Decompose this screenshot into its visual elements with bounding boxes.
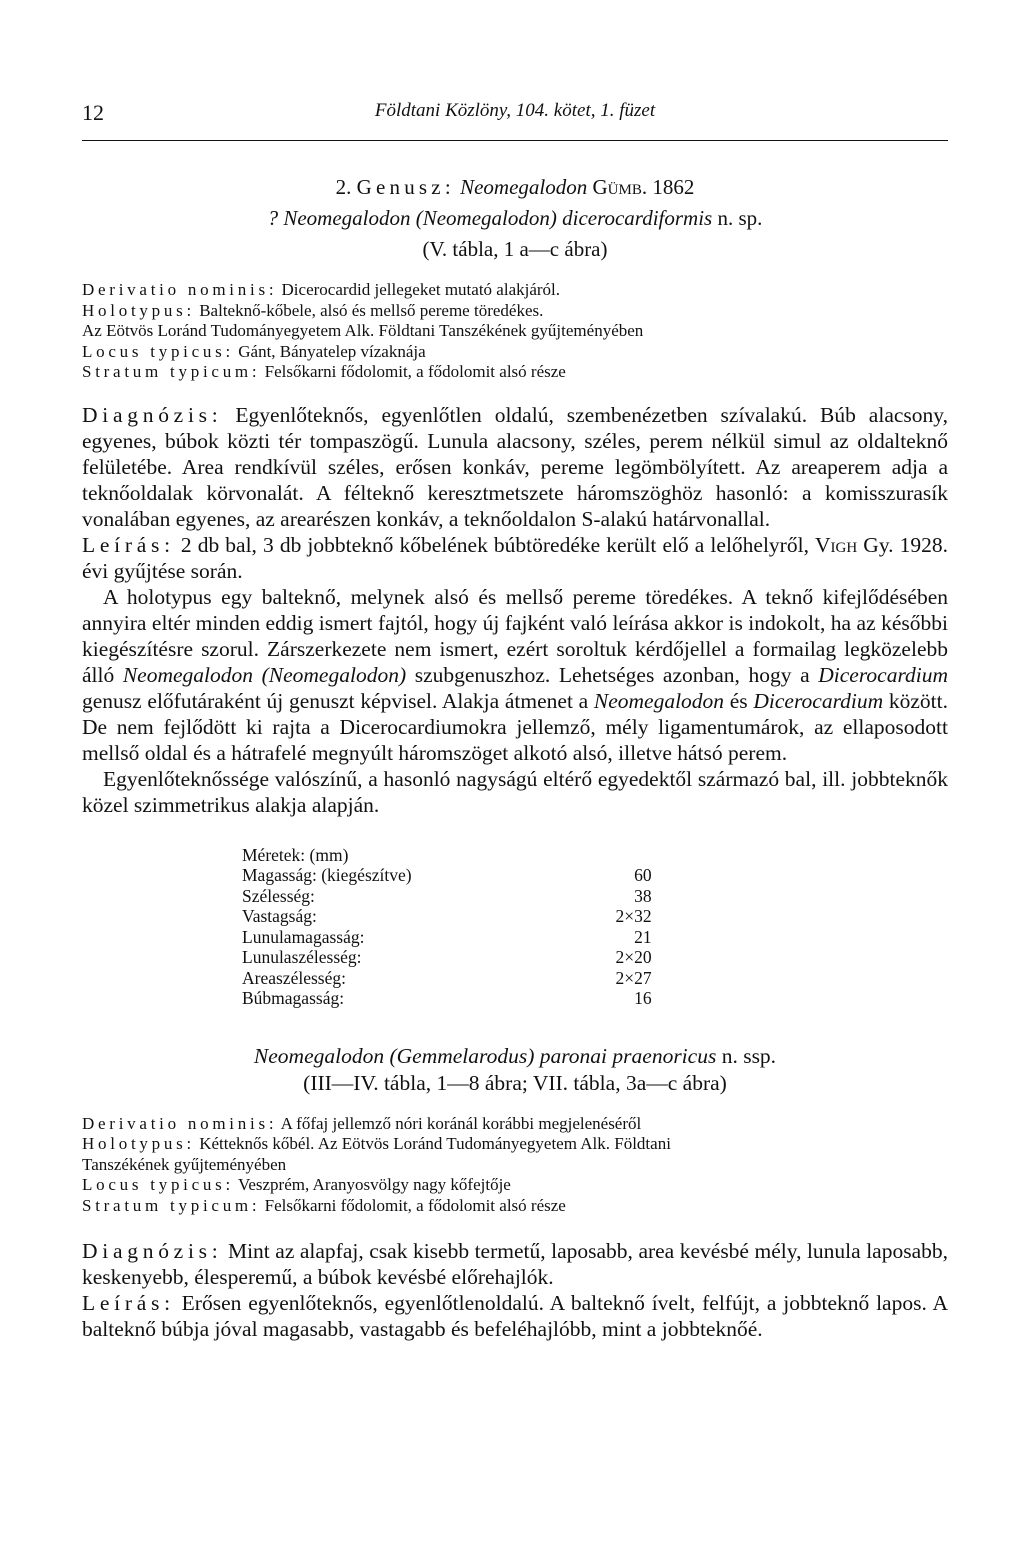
measurements-heading: Méretek: (mm) [242, 844, 349, 865]
holotype-paragraph: A holotypus egy balteknő, melynek alsó és mellső pereme töredékes. A teknő kifejlődésében annyira eltér minden eddig ismert fajtól, hogy új fajként való leírása akkor is indokolt, ha az későbbi kiegészítésre szorul. Zárszerkezete nem ismert, ezért soroltuk kérdőjellel a formailag legközelebb álló Neomegalodon (Neomegalodon) szubgenuszhoz. Lehetséges azonban, hogy a Dicerocardium genusz előfutáraként új genuszt képvisel. Alakja átmenet a Neomegalodon és Dicerocardium között. De nem fejlődött ki rajta a Dicerocardiumokra jellemző, mély ligamentumárok, az ellaposodott mellső oldal és a hátrafelé megnyúlt háromszöget alkotó alsó, illetve hátsó perem. [82, 584, 949, 765]
table-row: Vastagság: 2×32 [242, 906, 652, 926]
running-title: Földtani Közlöny, 104. kötet, 1. füzet [374, 100, 656, 121]
diagnosis-paragraph: Diagnózis: Egyenlőteknős, egyenlőtlen oldalú, szembenézetben szívalakú. Búb alacsony, egyenes, búbok közti tér tompaszögű. Lunula alacsony, széles, perem nélkül simul az oldalteknő felületébe. Area rendkívül széles, erősen konkáv, pereme legömbölyített. Az areaperem adja a teknőoldalak körvonalát. A félteknő keresztmetszete háromszöghöz hasonló: a komisszurasík vonalában egyenes, az arearészen konkáv, a teknőoldalon S-alakú határvonallal. [82, 402, 948, 531]
symmetry-paragraph: Egyenlőteknőssége valószínű, a hasonló nagyságú eltérő egyedektől származó bal, ill. jobbteknők közel szimmetrikus alakja alapján. [82, 766, 948, 817]
measurements-table [242, 845, 652, 1009]
table-row: Areaszélesség: 2×27 [242, 967, 652, 988]
subspecies-heading [82, 1043, 948, 1097]
species-plate-ref: (V. tábla, 1 a—c ábra) [422, 237, 608, 261]
page-number: 12 [82, 100, 104, 125]
locus-line: Locus typicus: Veszprém, Aranyosvölgy nagy kőfejtője [82, 1175, 511, 1194]
subspecies-plate-ref: (III—IV. tábla, 1—8 ábra; VII. tábla, 3a—c ábra) [303, 1070, 727, 1095]
table-row: Lunulaszélesség: 2×20 [242, 947, 652, 967]
subspecies-metadata [82, 1114, 948, 1217]
holotypus-line: Holotypus: Kétteknős kőbél. Az Eötvös Loránd Tudományegyetem Alk. Földtani [82, 1134, 671, 1153]
description-paragraph: Leírás: 2 db bal, 3 db jobbteknő kőbelének búbtöredéke került elő a lelőhelyről, Vigh Gy. 1928. évi gyűjtése során. [82, 532, 949, 583]
description-paragraph: Leírás: Erősen egyenlőteknős, egyenlőtlenoldalú. A balteknő ívelt, felfújt, a jobbteknő lapos. A balteknő búbja jóval magasabb, vastagabb és befeléhajlóbb, mint a jobbteknőé. [82, 1291, 949, 1341]
genus-heading [82, 172, 948, 265]
derivatio-line: Derivatio nominis: Dicerocardid jellegeket mutató alakjáról. [82, 280, 561, 299]
holotypus-line: Holotypus: Balteknő-kőbele, alsó és mellső pereme töredékes. [82, 300, 544, 320]
table-row: Búbmagasság: 16 [242, 988, 652, 1008]
table-row: Magasság: (kiegészítve) 60 [242, 865, 652, 885]
stratum-line: Stratum typicum: Felsőkarni fődolomit, a fődolomit alsó része [82, 1195, 566, 1215]
derivatio-line: Derivatio nominis: A főfaj jellemző nóri koránál korábbi megjelenéséről [82, 1113, 642, 1133]
species-metadata [82, 280, 948, 383]
species-title-line: ? Neomegalodon (Neomegalodon) dicerocardiformis n. sp. [267, 206, 763, 230]
stratum-line: Stratum typicum: Felsőkarni fődolomit, a fődolomit alsó része [82, 362, 566, 381]
subspecies-title-line: Neomegalodon (Gemmelarodus) paronai praenoricus n. ssp. [253, 1043, 777, 1068]
body-section-2 [82, 1238, 948, 1342]
page [82, 100, 948, 1342]
locus-line: Locus typicus: Gánt, Bányatelep vízaknája [82, 341, 426, 361]
table-row: Szélesség: 38 [242, 885, 652, 906]
body-section-1 [82, 402, 948, 818]
genus-title-line: 2. Genusz: Neomegalodon Gümb. 1862 [335, 175, 695, 199]
diagnosis-paragraph: Diagnózis: Mint az alapfaj, csak kisebb termetű, laposabb, area kevésbé mély, lunula laposabb, keskenyebb, élesperemű, a búbok kevésbé előrehajlók. [82, 1239, 949, 1289]
holotypus-line-2: Tanszékének gyűjteményében [82, 1154, 287, 1174]
table-row: Lunulamagasság: 21 [242, 926, 652, 947]
page-header [82, 100, 948, 141]
holotypus-line-2: Az Eötvös Loránd Tudományegyetem Alk. Földtani Tanszékének gyűjteményében [82, 321, 644, 340]
